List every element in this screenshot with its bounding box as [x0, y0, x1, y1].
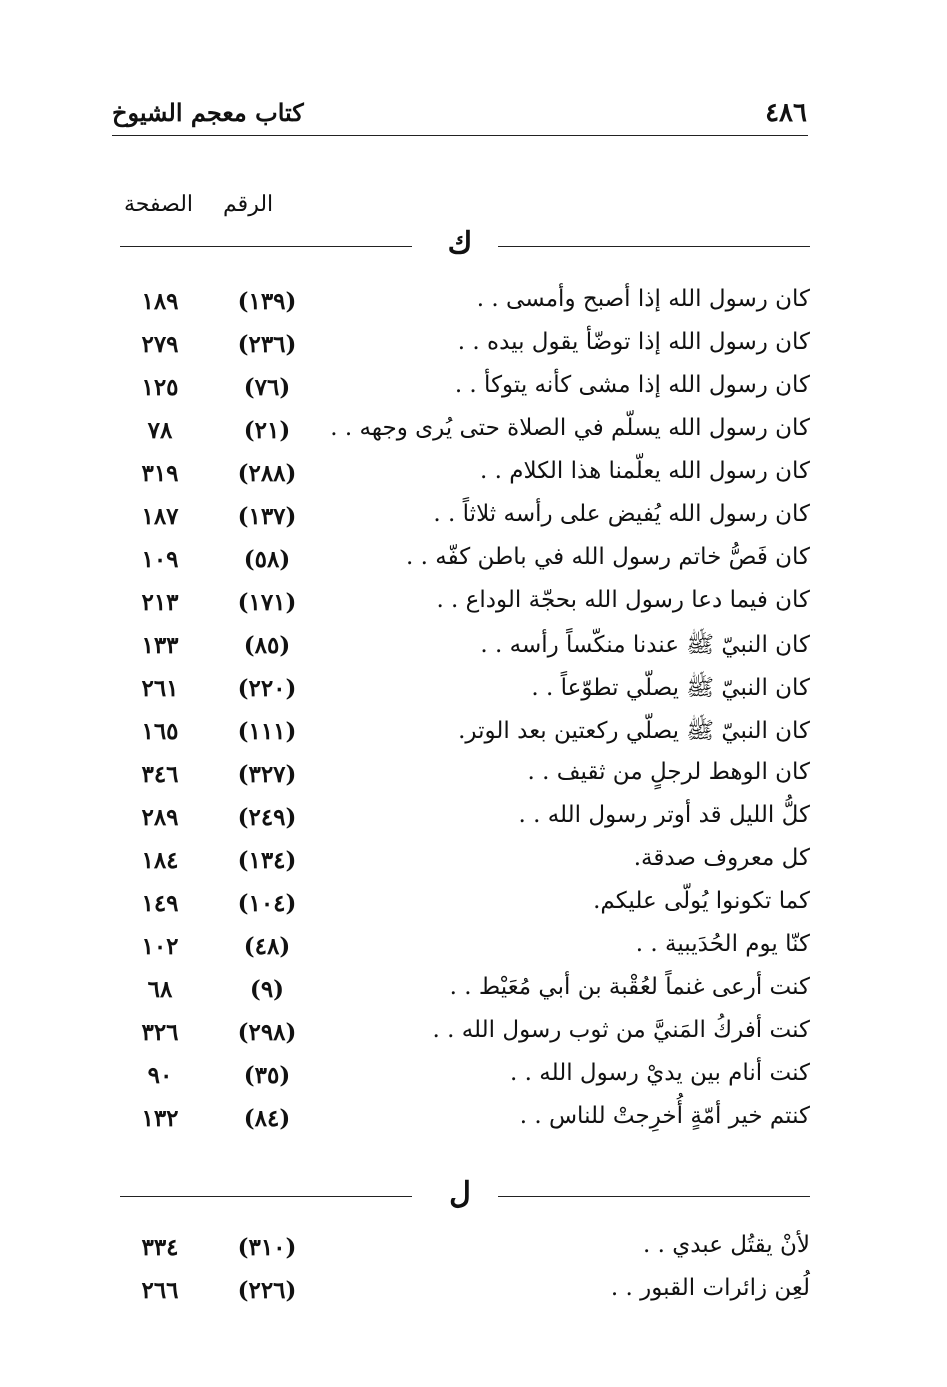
section-letter: ك — [447, 226, 473, 261]
entry-page: ١٦٥ — [141, 718, 179, 745]
entry-page: ٣١٩ — [141, 460, 179, 487]
list-item — [120, 415, 810, 458]
entry-page: ٦٨ — [147, 976, 173, 1003]
entry-number: (٤٨) — [243, 933, 291, 960]
list-item — [120, 501, 810, 544]
entry-number: (٧٦) — [243, 374, 291, 401]
entries-list-kaf — [120, 286, 810, 1146]
entry-text: كان الوهط لرجلٍ من ثقيف . . — [527, 759, 810, 785]
entry-text: كان النبيّ ﷺ يصلّي ركعتين بعد الوتر. — [458, 718, 810, 744]
entry-page: ١٨٤ — [141, 847, 179, 874]
entry-number: (٢٢٠) — [237, 675, 297, 702]
entry-text: كان رسول الله إذا توضّأ يقول بيده . . — [457, 329, 810, 355]
list-item — [120, 329, 810, 372]
entry-number: (٩) — [249, 976, 285, 1003]
entry-text: كان رسول الله إذا مشى كأنه يتوكأ . . — [454, 372, 810, 398]
entry-text: كنتم خير أمّةٍ أُخرِجتْ للناس . . — [519, 1103, 810, 1129]
entry-page: ٢٦١ — [141, 675, 179, 702]
list-item — [120, 630, 810, 673]
page-number: ٤٨٦ — [765, 98, 807, 128]
section-letter: ل — [449, 1176, 471, 1211]
list-item — [120, 1232, 810, 1275]
list-item — [120, 802, 810, 845]
list-item — [120, 845, 810, 888]
entry-number: (٣٢٧) — [237, 761, 297, 788]
entry-number: (١٣٩) — [237, 288, 297, 315]
entry-number: (٢٣٦) — [237, 331, 297, 358]
entries-list-lam — [120, 1232, 810, 1318]
entry-text: كان النبيّ ﷺ يصلّي تطوّعاً . . — [531, 675, 810, 701]
entry-text: كنّا يوم الحُدَيبية . . — [635, 931, 810, 957]
entry-page: ١٢٥ — [141, 374, 179, 401]
entry-number: (٢٨٨) — [237, 460, 297, 487]
list-item — [120, 1103, 810, 1146]
entry-text: كان رسول الله إذا أصبح وأمسى . . — [476, 286, 810, 312]
list-item — [120, 931, 810, 974]
entry-page: ١٠٩ — [141, 546, 179, 573]
list-item — [120, 286, 810, 329]
list-item — [120, 1060, 810, 1103]
number-column-header: الرقم — [223, 192, 274, 217]
entry-number: (٢٤٩) — [237, 804, 297, 831]
entry-text: كنت أرعى غنماً لعُقْبة بن أبي مُعَيْط . . — [449, 974, 810, 1000]
entry-text: كما تكونوا يُولّى عليكم. — [593, 888, 810, 914]
divider-rule-left — [120, 1196, 412, 1197]
entry-number: (٢١) — [243, 417, 291, 444]
list-item — [120, 544, 810, 587]
entry-number: (٢٢٦) — [237, 1277, 297, 1304]
column-headers — [124, 192, 273, 217]
entry-number: (١٠٤) — [237, 890, 297, 917]
list-item — [120, 1275, 810, 1318]
entry-text: كل معروف صدقة. — [633, 845, 810, 871]
entry-page: ١٣٢ — [141, 1105, 179, 1132]
list-item — [120, 587, 810, 630]
entry-page: ٢٧٩ — [141, 331, 179, 358]
entry-number: (١٣٤) — [237, 847, 297, 874]
entry-number: (٨٥) — [243, 632, 291, 659]
entry-text: كان فيما دعا رسول الله بحجّة الوداع . . — [436, 587, 810, 613]
entry-page: ١٨٧ — [141, 503, 179, 530]
entry-page: ٩٠ — [147, 1062, 173, 1089]
entry-text: كان النبيّ ﷺ عندنا منكّساً رأسه . . — [480, 632, 810, 658]
entry-page: ٧٨ — [147, 417, 173, 444]
entry-text: كلُّ الليل قد أوتر رسول الله . . — [518, 802, 810, 828]
entry-page: ٢١٣ — [141, 589, 179, 616]
entry-page: ٣٣٤ — [141, 1234, 179, 1261]
entry-text: كان رسول الله يسلّم في الصلاة حتى يُرى وجهه . . — [330, 415, 810, 441]
entry-page: ١٤٩ — [141, 890, 179, 917]
entry-text: لأنْ يقتُل عبدي . . — [642, 1232, 810, 1258]
entry-text: كنت أنام بين يديْ رسول الله . . — [510, 1060, 810, 1086]
entry-page: ٢٨٩ — [141, 804, 179, 831]
entry-text: لُعِن زائرات القبور . . — [610, 1275, 810, 1301]
entry-text: كان فَصُّ خاتم رسول الله في باطن كفّه . . — [406, 544, 810, 570]
entry-page: ٣٢٦ — [141, 1019, 179, 1046]
divider-rule-right — [498, 1196, 810, 1197]
entry-number: (٨٤) — [243, 1105, 291, 1132]
entry-page: ١٠٢ — [141, 933, 179, 960]
entry-number: (٢٩٨) — [237, 1019, 297, 1046]
list-item — [120, 1017, 810, 1060]
entry-text: كنت أفركُ المَنيَّ من ثوب رسول الله . . — [432, 1017, 810, 1043]
list-item — [120, 372, 810, 415]
entry-number: (٥٨) — [243, 546, 291, 573]
book-title: كتاب معجم الشيوخ — [112, 98, 304, 127]
list-item — [120, 888, 810, 931]
section-divider-kaf — [120, 226, 810, 266]
entry-number: (١٣٧) — [237, 503, 297, 530]
list-item — [120, 673, 810, 716]
entry-text: كان رسول الله يعلّمنا هذا الكلام . . — [480, 458, 810, 484]
page-column-header: الصفحة — [124, 192, 194, 217]
divider-rule-left — [120, 246, 412, 247]
entry-page: ١٣٣ — [141, 632, 179, 659]
entry-number: (٣٥) — [243, 1062, 291, 1089]
entry-page: ١٨٩ — [141, 288, 179, 315]
entry-page: ٣٤٦ — [141, 761, 179, 788]
entry-page: ٢٦٦ — [141, 1277, 179, 1304]
list-item — [120, 759, 810, 802]
list-item — [120, 458, 810, 501]
header-rule — [112, 135, 808, 136]
list-item — [120, 974, 810, 1017]
divider-rule-right — [498, 246, 810, 247]
entry-number: (١١١) — [237, 718, 297, 745]
entry-text: كان رسول الله يُفيض على رأسه ثلاثاً . . — [433, 501, 810, 527]
section-divider-lam — [120, 1176, 810, 1216]
entry-number: (٣١٠) — [237, 1234, 297, 1261]
entry-number: (١٧١) — [237, 589, 297, 616]
list-item — [120, 716, 810, 759]
